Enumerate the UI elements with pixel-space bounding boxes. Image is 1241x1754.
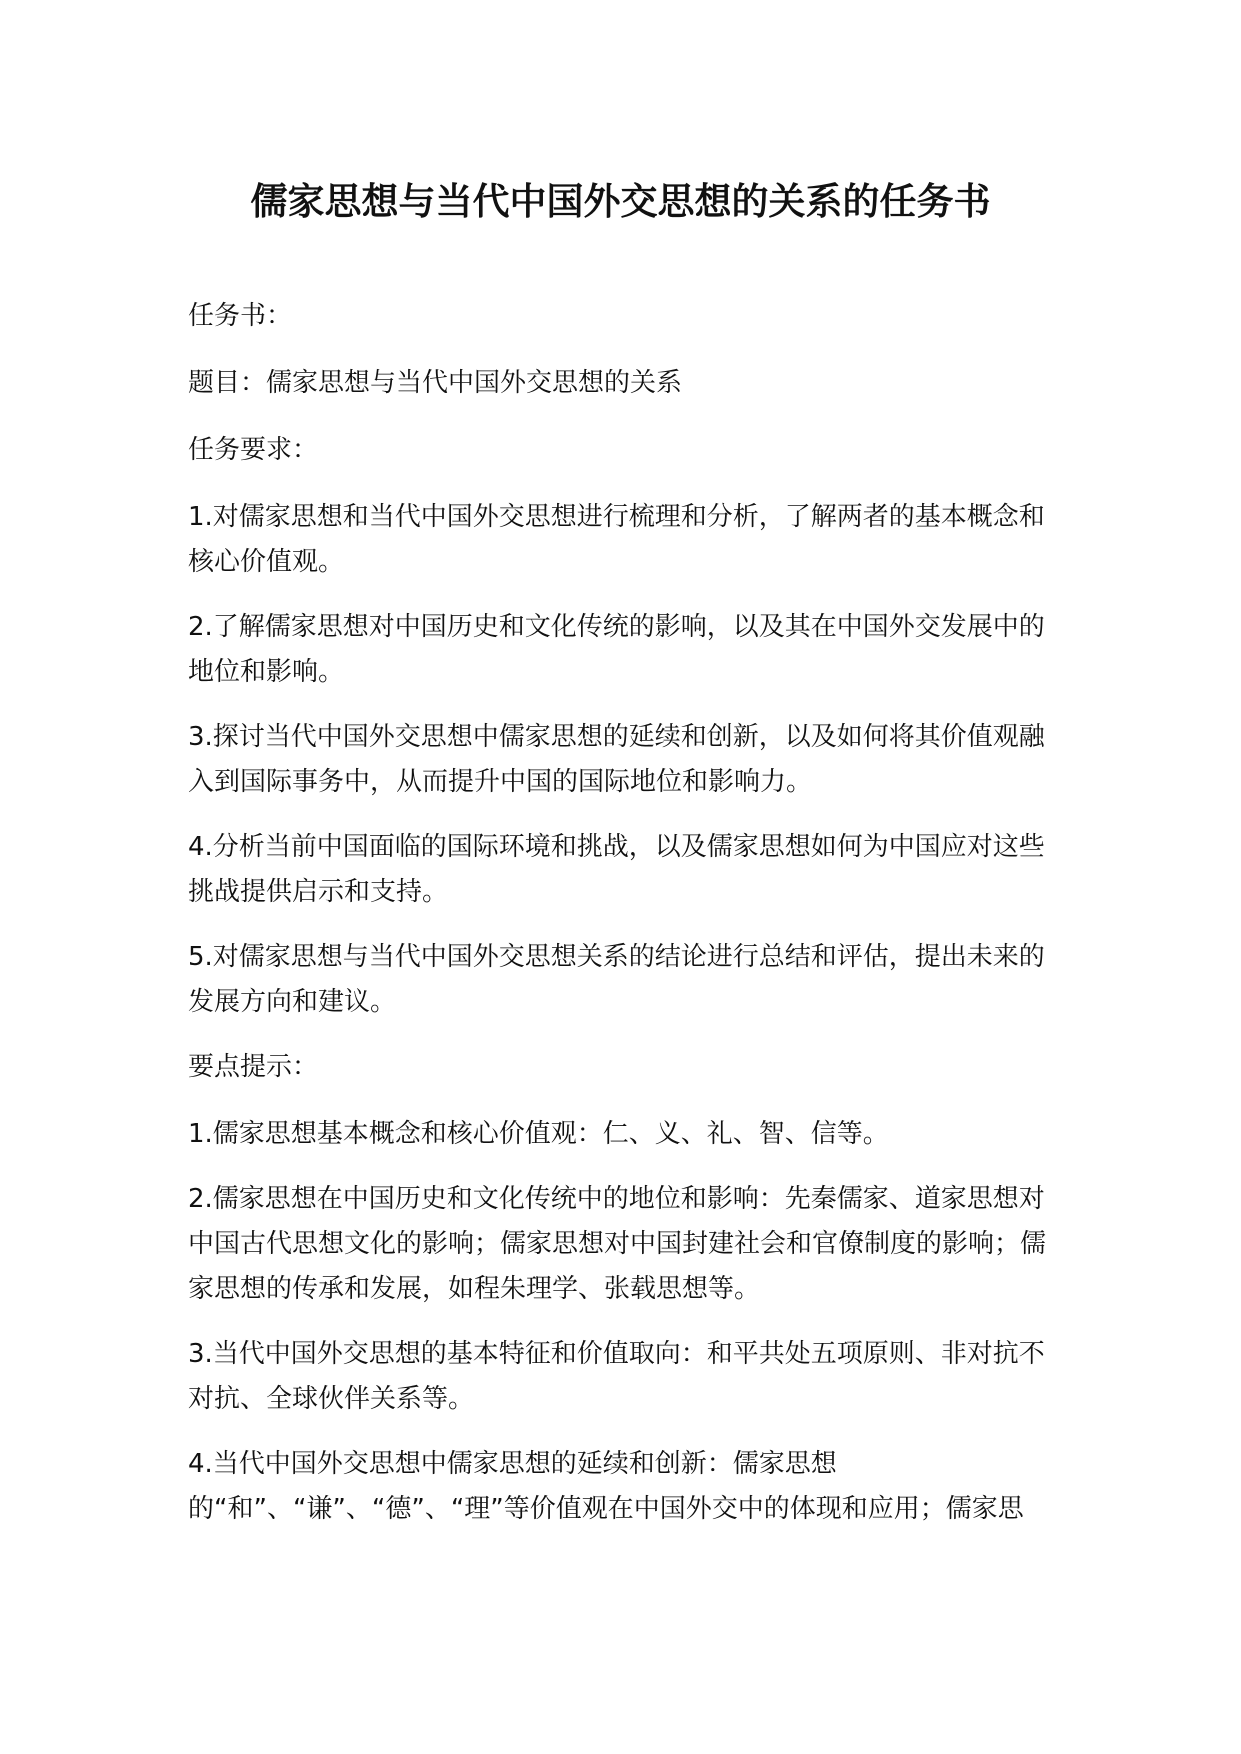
document-body — [188, 294, 1058, 1552]
key-point-item: 4.当代中国外交思想中儒家思想的延续和创新：儒家思想的“和”、“谦”、“德”、“理”等价值观在中国外交中的体现和应用；儒家思 — [188, 1449, 1024, 1524]
requirement-item: 4.分析当前中国面临的国际环境和挑战，以及儒家思想如何为中国应对这些挑战提供启示和支持。 — [188, 832, 1045, 907]
requirement-item: 1.对儒家思想和当代中国外交思想进行梳理和分析，了解两者的基本概念和核心价值观。 — [188, 502, 1045, 577]
key-point-item: 1.儒家思想基本概念和核心价值观：仁、义、礼、智、信等。 — [188, 1119, 889, 1149]
requirement-item: 5.对儒家思想与当代中国外交思想关系的结论进行总结和评估，提出未来的发展方向和建议。 — [188, 942, 1045, 1017]
requirement-item: 2.了解儒家思想对中国历史和文化传统的影响，以及其在中国外交发展中的地位和影响。 — [188, 612, 1045, 687]
topic-line: 题目：儒家思想与当代中国外交思想的关系 — [188, 368, 683, 398]
section-label-task: 任务书： — [188, 301, 293, 331]
requirement-item: 3.探讨当代中国外交思想中儒家思想的延续和创新，以及如何将其价值观融入到国际事务中，从而提升中国的国际地位和影响力。 — [188, 722, 1045, 797]
section-label-requirements: 任务要求： — [188, 435, 319, 465]
key-point-item: 2.儒家思想在中国历史和文化传统中的地位和影响：先秦儒家、道家思想对中国古代思想文化的影响；儒家思想对中国封建社会和官僚制度的影响；儒家思想的传承和发展，如程朱理学、张载思想等。 — [188, 1184, 1047, 1304]
key-point-item: 3.当代中国外交思想的基本特征和价值取向：和平共处五项原则、非对抗不对抗、全球伙伴关系等。 — [188, 1339, 1045, 1414]
document-title: 儒家思想与当代中国外交思想的关系的任务书 — [250, 180, 991, 223]
section-label-key-points: 要点提示： — [188, 1052, 319, 1082]
